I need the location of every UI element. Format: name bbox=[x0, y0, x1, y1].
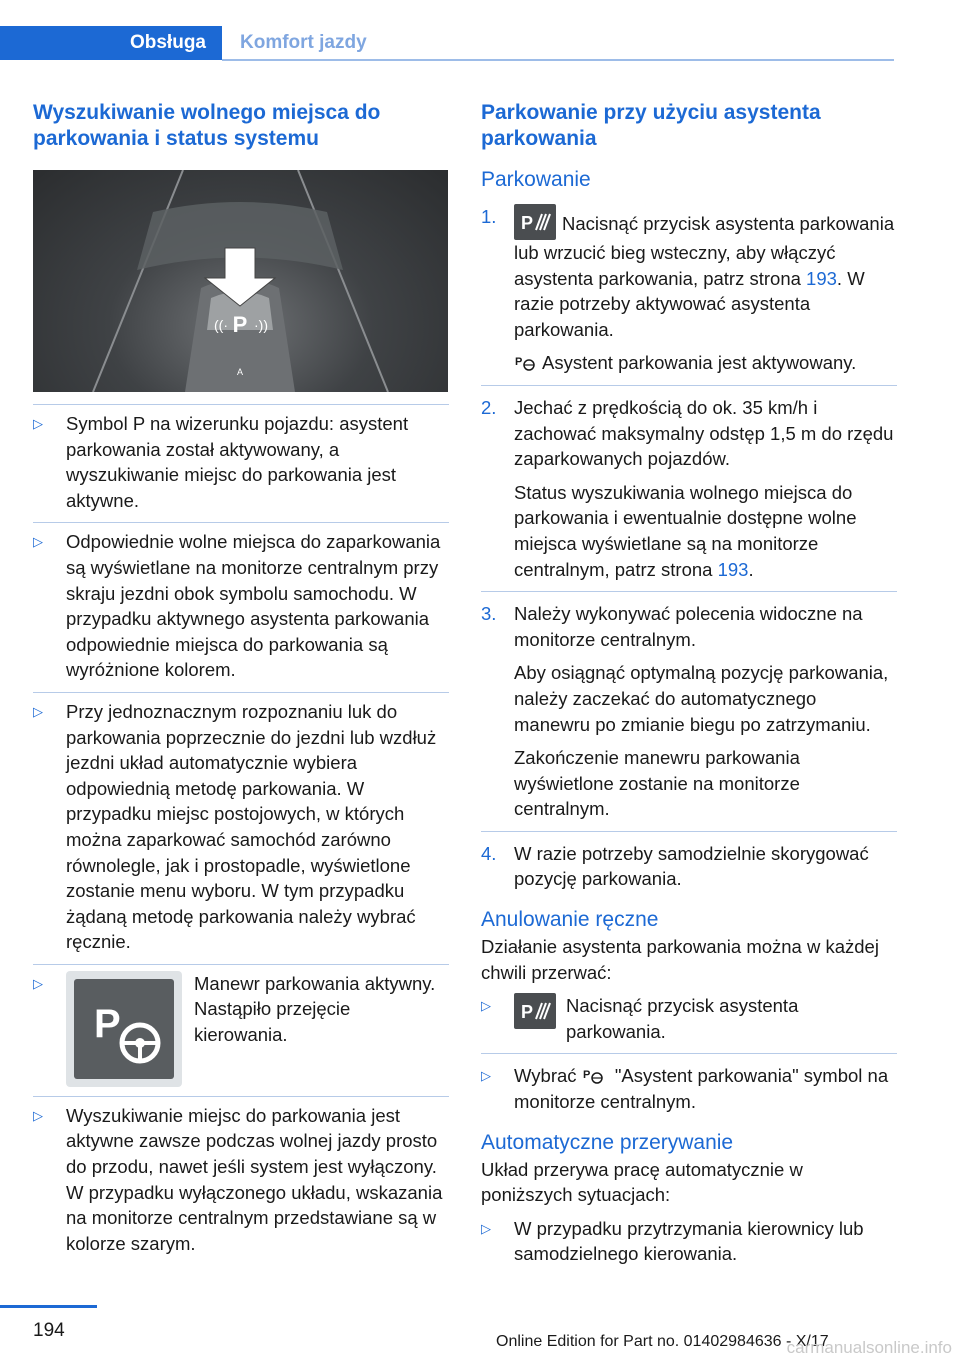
step-text: . W razie potrzeby aktywować asystenta parkowania. bbox=[514, 267, 865, 340]
status-text: Odpowiednie wolne miejsca do zaparkowania są wyświetlane na monitorze centralnym przy skraju jezdni obok symbolu samochodu. W przypadku aktywnego asystenta parkowania odpowiednie miejsca do parkowania są wyróżnione kolorem. bbox=[66, 531, 441, 681]
step-text: Jechać z prędkością do ok. 35 km/h i zachować maksymalny odstęp 1,5 m do rzędu zaparkowanych pojazdów. bbox=[514, 396, 894, 470]
list-item bbox=[33, 971, 449, 1087]
svg-text:P: P bbox=[94, 1001, 121, 1046]
paragraph-cancel: Działanie asystenta parkowania można w każdej chwili przerwać: bbox=[481, 936, 879, 983]
list-divider bbox=[481, 831, 897, 832]
status-text: Manewr parkowania aktywny. Nastąpiło przejęcie kierowania. bbox=[194, 972, 436, 1046]
auto-text: W przypadku przytrzymania kierownicy lub samodzielnego kierowania. bbox=[514, 1217, 864, 1265]
svg-text:P: P bbox=[582, 1069, 591, 1082]
page-link[interactable]: 193 bbox=[806, 267, 837, 289]
status-text: Symbol P na wizerunku pojazdu: asystent parkowania został aktywowany, a wyszukiwanie miejsc do parkowania jest aktywne. bbox=[66, 413, 409, 511]
triangle-bullet-icon: ▷ bbox=[33, 1107, 43, 1123]
list-divider bbox=[481, 591, 897, 592]
step-item bbox=[481, 204, 897, 376]
svg-text:P: P bbox=[232, 312, 248, 337]
page-link[interactable]: 193 bbox=[717, 558, 749, 580]
svg-text:·)): ·)) bbox=[254, 317, 268, 333]
triangle-bullet-icon: ▷ bbox=[481, 1220, 491, 1236]
header-tabs bbox=[0, 26, 894, 62]
list-item bbox=[481, 1063, 897, 1114]
svg-text:P: P bbox=[521, 1002, 534, 1023]
parking-display-illustration bbox=[33, 170, 448, 392]
left-column bbox=[33, 100, 449, 1265]
list-item bbox=[33, 529, 449, 683]
section-title-search: Wyszukiwanie wolnego miejsca do parkowania i status systemu bbox=[33, 101, 381, 150]
park-assist-active-icon bbox=[582, 1065, 604, 1083]
park-assist-active-icon bbox=[514, 352, 536, 370]
section-title-parking: Parkowanie przy użyciu asystenta parkowania bbox=[481, 101, 821, 150]
status-list bbox=[33, 411, 449, 1256]
cancel-text: "Asystent parkowania" symbol na monitorze centralnym. bbox=[514, 1065, 889, 1113]
edition-text: Online Edition for Part no. 01402984636 - X/17 bbox=[496, 1333, 829, 1350]
svg-text:P: P bbox=[515, 356, 523, 369]
step-extra: Aby osiągnąć optymalną pozycję parkowania, należy zaczekać do automatycznego manewru po zmianie biegu po zatrzymaniu. bbox=[514, 662, 889, 735]
subheading-anulowanie: Anulowanie ręczne bbox=[481, 908, 659, 932]
list-divider bbox=[33, 692, 449, 693]
step-number: 2. bbox=[481, 396, 497, 418]
park-assist-button-icon bbox=[514, 993, 556, 1029]
step-extra: . bbox=[748, 558, 754, 580]
tab-obsluga[interactable]: Obsługa bbox=[0, 26, 222, 60]
list-divider bbox=[33, 1096, 449, 1097]
step-item bbox=[481, 395, 897, 582]
list-item bbox=[481, 993, 897, 1044]
step-item bbox=[481, 841, 897, 892]
watermark-text: carmanualsonline.info bbox=[786, 1338, 952, 1357]
cancel-text: Nacisnąć przycisk asystenta parkowania. bbox=[566, 995, 799, 1042]
step-text: Nacisnąć przycisk asystenta parkowania lub wrzucić bieg wsteczny, aby włączyć asystenta parkowania, patrz strona bbox=[514, 213, 895, 289]
cancel-prefix: Wybrać bbox=[514, 1065, 577, 1087]
list-divider bbox=[33, 522, 449, 523]
step-extra: Status wyszukiwania wolnego miejsca do parkowania i ewentualnie dostępne wolne miejsca wyświetlane są na monitorze centralnym, patrz strona bbox=[514, 481, 857, 580]
svg-text:P: P bbox=[521, 213, 534, 233]
status-text: Przy jednoznacznym rozpoznaniu luk do parkowania poprzecznie do jezdni lub wzdłuż jezdni układ automatycznie wybiera odpowiednią metodę parkowania. W przypadku miejsc postojowych, w których można zaparkować samochód zarówno równolegle, jak i prostopadle, wyświetlone zostanie menu wyboru. W tym przypadku żądaną metodę parkowania należy wybrać ręcznie. bbox=[66, 700, 437, 953]
parking-steering-icon bbox=[66, 971, 182, 1087]
triangle-bullet-icon: ▷ bbox=[33, 975, 43, 991]
header-divider bbox=[222, 59, 894, 61]
step-text: W razie potrzeby samodzielnie skorygować pozycję parkowania. bbox=[514, 842, 869, 890]
paragraph-auto: Układ przerywa pracę automatycznie w poniższych sytuacjach: bbox=[481, 1158, 803, 1206]
list-divider bbox=[33, 964, 449, 965]
step-extra: Zakończenie manewru parkowania wyświetlone zostanie na monitorze centralnym. bbox=[514, 747, 800, 820]
parking-display-figure bbox=[33, 170, 448, 392]
triangle-bullet-icon: ▷ bbox=[481, 998, 491, 1014]
svg-text:((·: ((· bbox=[214, 317, 228, 333]
auto-list bbox=[481, 1216, 897, 1267]
svg-text:A: A bbox=[236, 367, 244, 377]
step-number: 1. bbox=[481, 206, 497, 227]
subheading-automatyczne: Automatyczne przerywanie bbox=[481, 1130, 734, 1154]
cancel-list bbox=[481, 993, 897, 1114]
list-item bbox=[33, 411, 449, 513]
step-number: 3. bbox=[481, 603, 497, 625]
status-text: Wyszukiwanie miejsc do parkowania jest aktywne zawsze podczas wolnej jazdy prosto do przodu, nawet jeśli system jest wyłączony. W przypadku wyłączonego układu, wskazania na monitorze centralnym przedstawiane są w kolorze szarym. bbox=[66, 1104, 443, 1254]
step-extra: Asystent parkowania jest aktywowany. bbox=[542, 352, 857, 374]
footer-rule bbox=[0, 1305, 97, 1308]
figure-divider bbox=[33, 404, 449, 405]
list-divider bbox=[481, 385, 897, 386]
list-item bbox=[33, 1103, 449, 1257]
step-text: Należy wykonywać polecenia widoczne na monitorze centralnym. bbox=[514, 603, 863, 650]
list-divider bbox=[481, 1053, 897, 1054]
step-number: 4. bbox=[481, 842, 497, 864]
tab-komfort-jazdy[interactable]: Komfort jazdy bbox=[240, 32, 367, 53]
list-item bbox=[481, 1216, 897, 1267]
right-column bbox=[481, 100, 897, 1276]
parking-steps bbox=[481, 204, 897, 892]
triangle-bullet-icon: ▷ bbox=[33, 416, 43, 431]
list-item bbox=[33, 699, 449, 955]
park-assist-button-icon bbox=[514, 204, 556, 240]
triangle-bullet-icon: ▷ bbox=[481, 1068, 491, 1084]
triangle-bullet-icon: ▷ bbox=[33, 534, 43, 550]
step-item bbox=[481, 601, 897, 822]
page-number: 194 bbox=[33, 1320, 65, 1341]
triangle-bullet-icon: ▷ bbox=[33, 703, 43, 719]
subheading-parkowanie: Parkowanie bbox=[481, 168, 591, 191]
